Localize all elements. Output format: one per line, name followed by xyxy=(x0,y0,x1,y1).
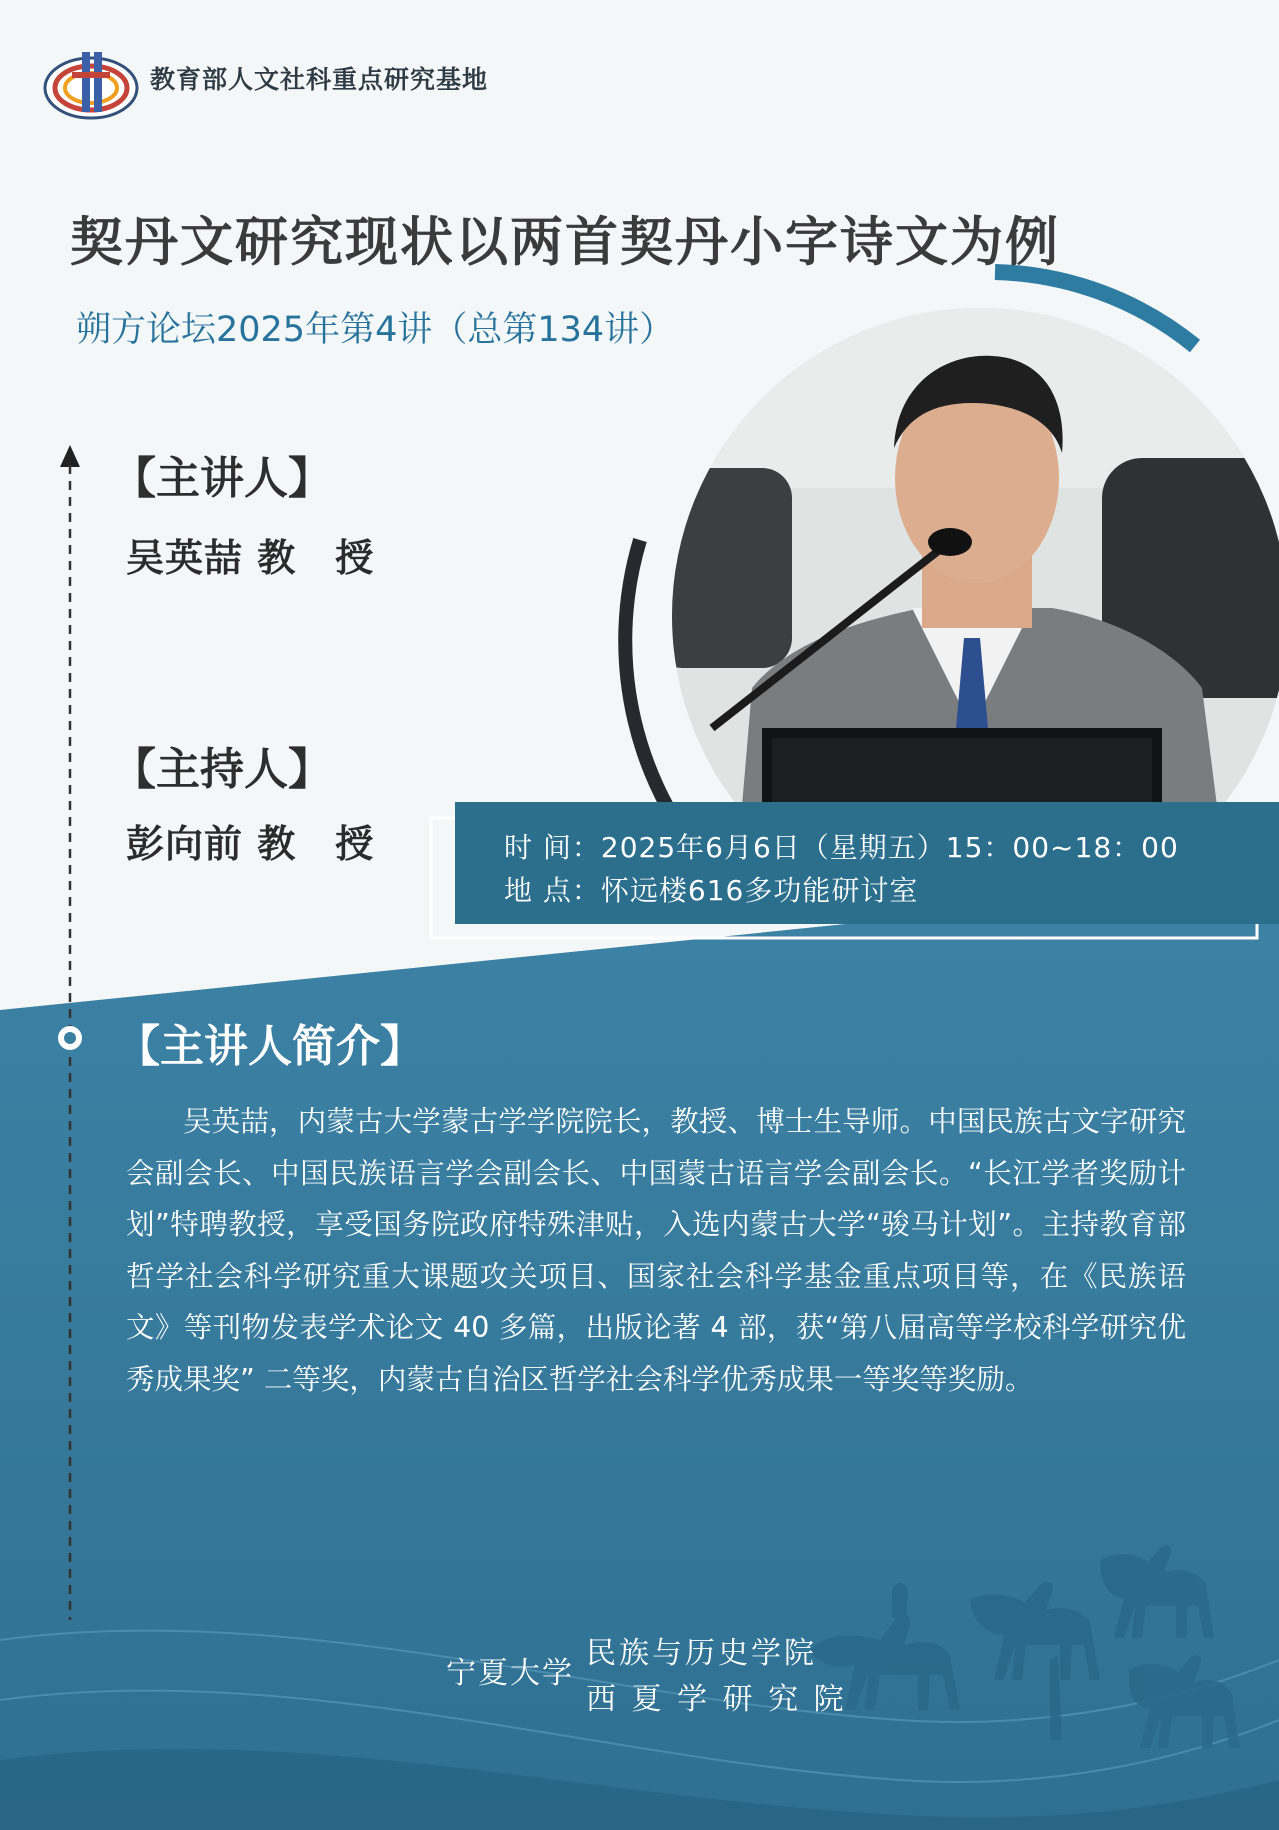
footer-dept-xixia: 西 夏 学 研 究 院 xyxy=(586,1682,847,1717)
event-series: 朔方论坛2025年第4讲（总第134讲） xyxy=(76,310,675,350)
event-time: 时 间：2025年6月6日（星期五）15：00~18：00 xyxy=(504,831,1179,864)
institution-name: 教育部人文社科重点研究基地 xyxy=(150,65,489,94)
event-place: 地 点：怀远楼616多功能研讨室 xyxy=(504,874,919,907)
speaker-label: 【主讲人】 xyxy=(112,453,332,504)
timeline-dot-icon xyxy=(58,1026,82,1050)
footer-dept-history: 民族与历史学院 xyxy=(586,1636,817,1671)
bio-label: 【主讲人简介】 xyxy=(116,1021,424,1072)
host-label: 【主持人】 xyxy=(112,744,332,795)
event-title: 契丹文研究现状以两首契丹小字诗文为例 xyxy=(70,211,1060,273)
camel-caravan-silhouette xyxy=(800,1540,1240,1760)
timeline xyxy=(50,445,90,1625)
logo-emblem xyxy=(42,42,140,134)
footer-university: 宁夏大学 xyxy=(446,1656,574,1691)
bio-text: 吴英喆，内蒙古大学蒙古学学院院长，教授、博士生导师。中国民族古文字研究会副会长、中国民族语言学会副会长、中国蒙古语言学会副会长。“长江学者奖励计划”特聘教授，享受国务院政府特殊津贴，入选内蒙古大学“骏马计划”。主持教育部哲学社会科学研究重大课题攻关项目、国家社会科学基金重点项目等，在《民族语文》等刊物发表学术论文 40 多篇，出版论著 4 部，获“第八届高等学校科学研究优秀成果奖” 二等奖，内蒙古自治区哲学社会科学优秀成果一等奖等奖励。 xyxy=(126,1105,1186,1396)
arrow-up-icon xyxy=(60,445,80,467)
host-name: 彭向前 教 授 xyxy=(126,821,375,866)
speaker-name: 吴英喆 教 授 xyxy=(126,535,375,580)
